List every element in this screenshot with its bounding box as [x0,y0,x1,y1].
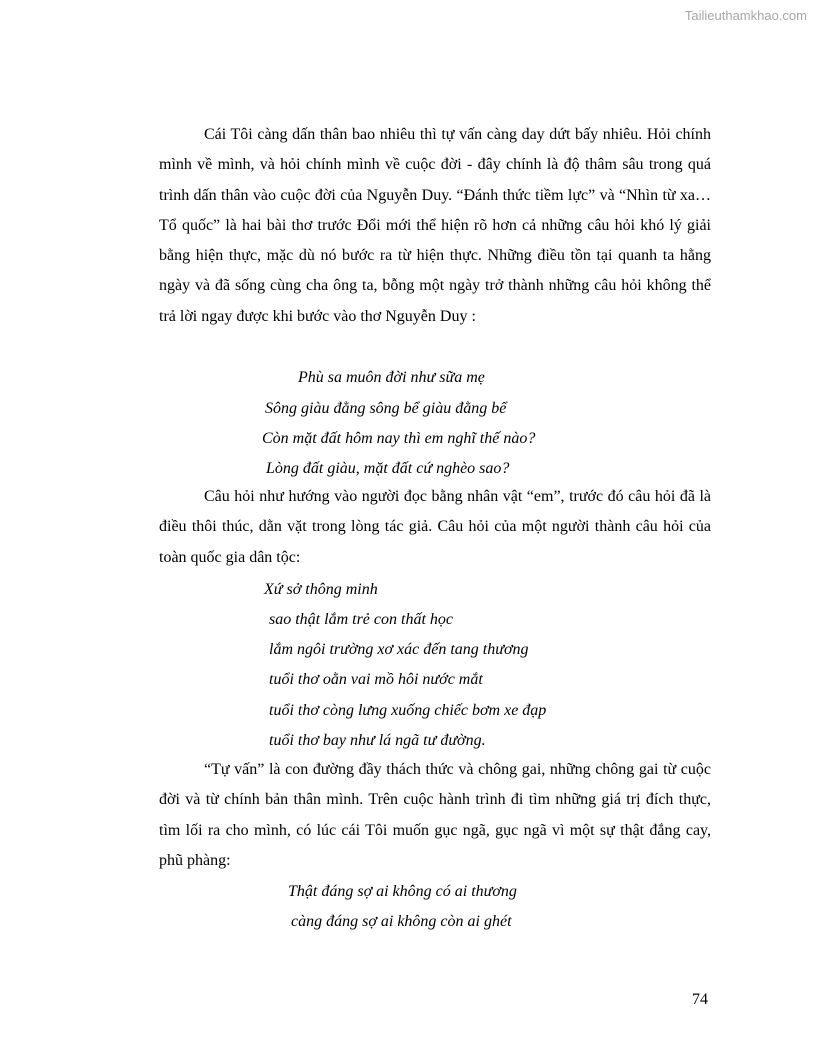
verse-line: lắm ngôi trường xơ xác đến tang thương [269,641,529,658]
verse-line: Xứ sở thông minh [264,581,378,598]
verse-line: Sông giàu đằng sông bể giàu đằng bể [265,400,507,417]
paragraph-3: “Tự vấn” là con đường đầy thách thức và chông gai, những chông gai từ cuộc đời và từ chính bản thân mình. Trên cuộc hành trình đi tìm những giá trị đích thực, tìm lối ra cho mình, có lúc cái Tôi muốn gục ngã, gục ngã vì một sự thật đắng cay, phũ phàng: [159,761,711,869]
verse-line: Lòng đất giàu, mặt đất cứ nghèo sao? [266,460,510,477]
paragraph-1: Cái Tôi càng dấn thân bao nhiêu thì tự vấn càng day dứt bấy nhiêu. Hỏi chính mình về mình, và hỏi chính mình về cuộc đời - đây chính là độ thâm sâu trong quá trình dấn thân vào cuộc đời của Nguyễn Duy. “Đánh thức tiềm lực” và “Nhìn từ xa…Tổ quốc” là hai bài thơ trước Đổi mới thể hiện rõ hơn cả những câu hỏi khó lý giải bằng hiện thực, mặc dù nó bước ra từ hiện thực. Những điều tồn tại quanh ta hằng ngày và đã sống cùng cha ông ta, bỗng một ngày trở thành những câu hỏi không thể trả lời ngay được khi bước vào thơ Nguyễn Duy : [159,126,711,325]
verse-line: càng đáng sợ ai không còn ai ghét [291,913,512,930]
verse-line: tuổi thơ oằn vai mồ hôi nước mắt [269,671,483,688]
verse-line: Còn mặt đất hôm nay thì em nghĩ thế nào? [262,430,536,447]
verse-line: tuổi thơ còng lưng xuống chiếc bơm xe đạp [269,702,547,719]
verse-line: tuổi thơ bay như lá ngã tư đường. [269,732,486,749]
verse-line: Phù sa muôn đời như sữa mẹ [298,369,485,386]
verse-line: sao thật lắm trẻ con thất học [269,611,453,628]
paragraph-2: Câu hỏi như hướng vào người đọc bằng nhân vật “em”, trước đó câu hỏi đã là điều thôi thúc, dằn vặt trong lòng tác giả. Câu hỏi của một người thành câu hỏi của toàn quốc gia dân tộc: [159,488,711,566]
watermark: Tailieuthamkhao.com [684,8,807,23]
page-number: 74 [692,991,708,1008]
verse-line: Thật đáng sợ ai không có ai thương [288,883,517,900]
